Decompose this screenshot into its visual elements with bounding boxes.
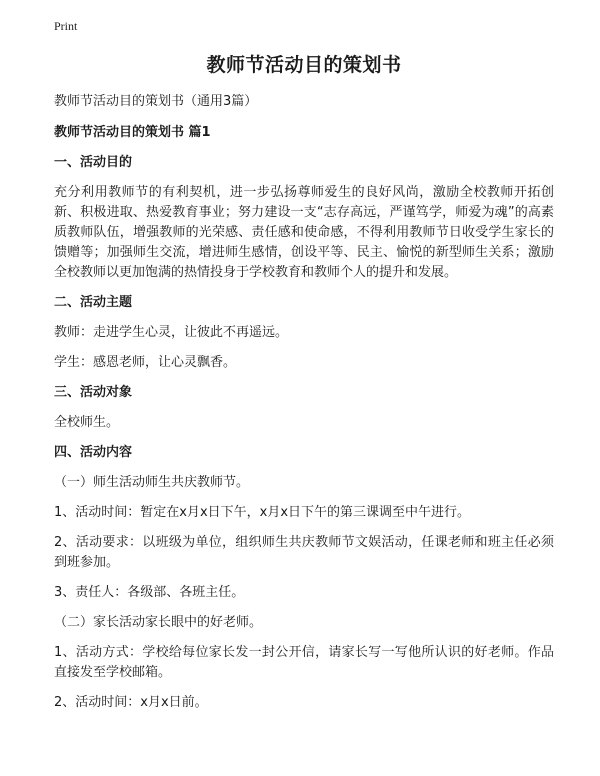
paragraph-content-deadline: 2、活动时间：x月x日前。	[54, 695, 208, 710]
paragraph-content-part2: （二）家长活动家长眼中的好老师。	[54, 615, 263, 630]
paragraph-content-part1: （一）师生活动师生共庆教师节。	[54, 475, 250, 490]
paragraph-content-method: 1、活动方式：学校给每位家长发一封公开信，请家长写一写他所认识的好老师。作品直接发至学校邮箱。	[54, 645, 554, 680]
paragraph-theme-student: 学生：感恩老师，让心灵飘香。	[54, 355, 237, 370]
document-page	[54, 50, 554, 713]
section-heading-purpose: 一、活动目的	[54, 155, 133, 170]
paragraph-content-time: 1、活动时间：暂定在x月x日下午，x月x日下午的第三课调至中午进行。	[54, 505, 471, 520]
print-link[interactable]: Print	[54, 19, 78, 33]
paragraph-theme-teacher: 教师：走进学生心灵，让彼此不再遥远。	[54, 325, 289, 340]
document-subtitle: 教师节活动目的策划书（通用3篇）	[54, 94, 258, 109]
section-heading-audience: 三、活动对象	[54, 385, 133, 400]
section-heading-theme: 二、活动主题	[54, 295, 133, 310]
paragraph-content-requirement: 2、活动要求：以班级为单位，组织师生共庆教师节文娱活动，任课老师和班主任必须到班参加。	[54, 535, 554, 570]
paragraph-audience: 全校师生。	[54, 415, 120, 430]
document-title: 教师节活动目的策划书	[206, 54, 402, 76]
paragraph-purpose: 充分利用教师节的有利契机，进一步弘扬尊师爱生的良好风尚，激励全校教师开拓创新、积极进取、热爱教育事业；努力建设一支“志存高远，严谨笃学，师爱为魂”的高素质教师队伍，增强教师的光荣感、责任感和使命感，不得利用教师节日收受学生家长的馈赠等；加强师生交流，增进师生感情，创设平等、民主、愉悦的新型师生关系；激励全校教师以更加饱满的热情投身于学校教育和教师个人的提升和发展。	[54, 185, 554, 280]
section-heading-content: 四、活动内容	[54, 445, 133, 460]
article-heading: 教师节活动目的策划书 篇1	[54, 125, 211, 140]
paragraph-content-responsible: 3、责任人：各级部、各班主任。	[54, 585, 245, 600]
